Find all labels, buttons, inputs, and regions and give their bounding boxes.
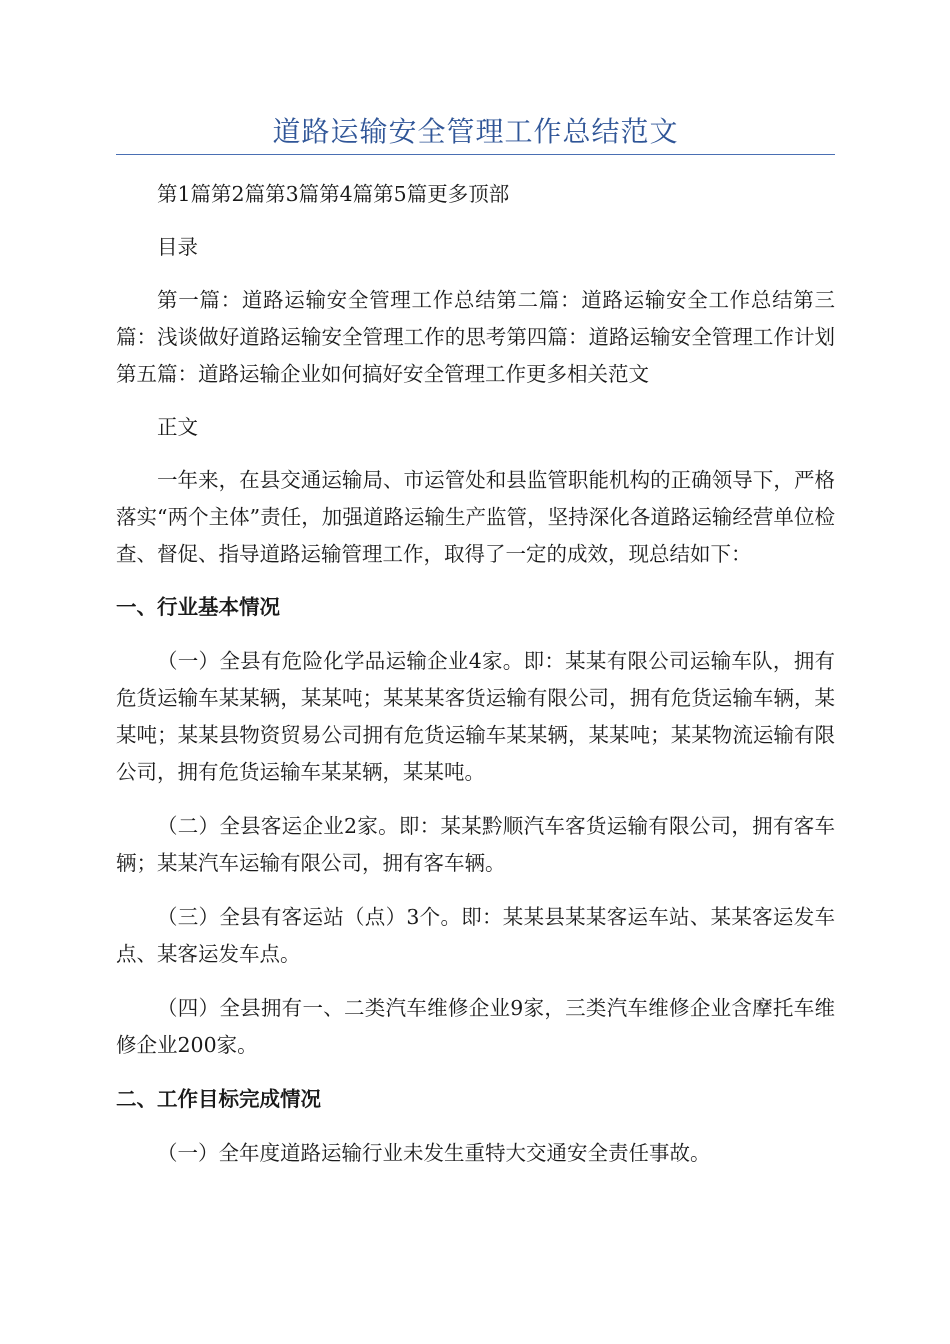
- section1-item-1: （一）全县有危险化学品运输企业4家。即：某某有限公司运输车队，拥有危货运输车某某辆，某某吨；某某某客货运输有限公司，拥有危货运输车辆，某某吨；某某县物资贸易公司拥有危货运输车某某辆，某某吨；某某物流运输有限公司，拥有危货运输车某某辆，某某吨。: [116, 649, 835, 784]
- document-page: [116, 0, 835, 1172]
- body-label: 正文: [157, 415, 198, 439]
- intro-paragraph: 一年来，在县交通运输局、市运管处和县监管职能机构的正确领导下，严格落实“两个主体”责任，加强道路运输生产监管，坚持深化各道路运输经营单位检查、督促、指导道路运输管理工作，取得了一定的成效，现总结如下：: [116, 468, 835, 566]
- section1-item-3: （三）全县有客运站（点）3个。即：某某县某某客运车站、某某客运发车点、某客运发车点。: [116, 905, 835, 966]
- section-heading-2: 二、工作目标完成情况: [116, 1087, 321, 1111]
- section-heading-1: 一、行业基本情况: [116, 595, 280, 619]
- section1-item-4: （四）全县拥有一、二类汽车维修企业9家，三类汽车维修企业含摩托车维修企业200家。: [116, 996, 835, 1057]
- toc-text[interactable]: 第一篇：道路运输安全管理工作总结第二篇：道路运输安全工作总结第三篇：浅谈做好道路运输安全管理工作的思考第四篇：道路运输安全管理工作计划第五篇：道路运输企业如何搞好安全管理工作更多相关范文: [116, 288, 835, 386]
- section1-item-2: （二）全县客运企业2家。即：某某黔顺汽车客货运输有限公司，拥有客车辆；某某汽车运输有限公司，拥有客车辆。: [116, 814, 835, 875]
- nav-line[interactable]: 第1篇第2篇第3篇第4篇第5篇更多顶部: [157, 182, 510, 206]
- document-title: 道路运输安全管理工作总结范文: [272, 115, 679, 148]
- section2-item-1: （一）全年度道路运输行业未发生重特大交通安全责任事故。: [157, 1141, 711, 1165]
- toc-label: 目录: [157, 235, 198, 259]
